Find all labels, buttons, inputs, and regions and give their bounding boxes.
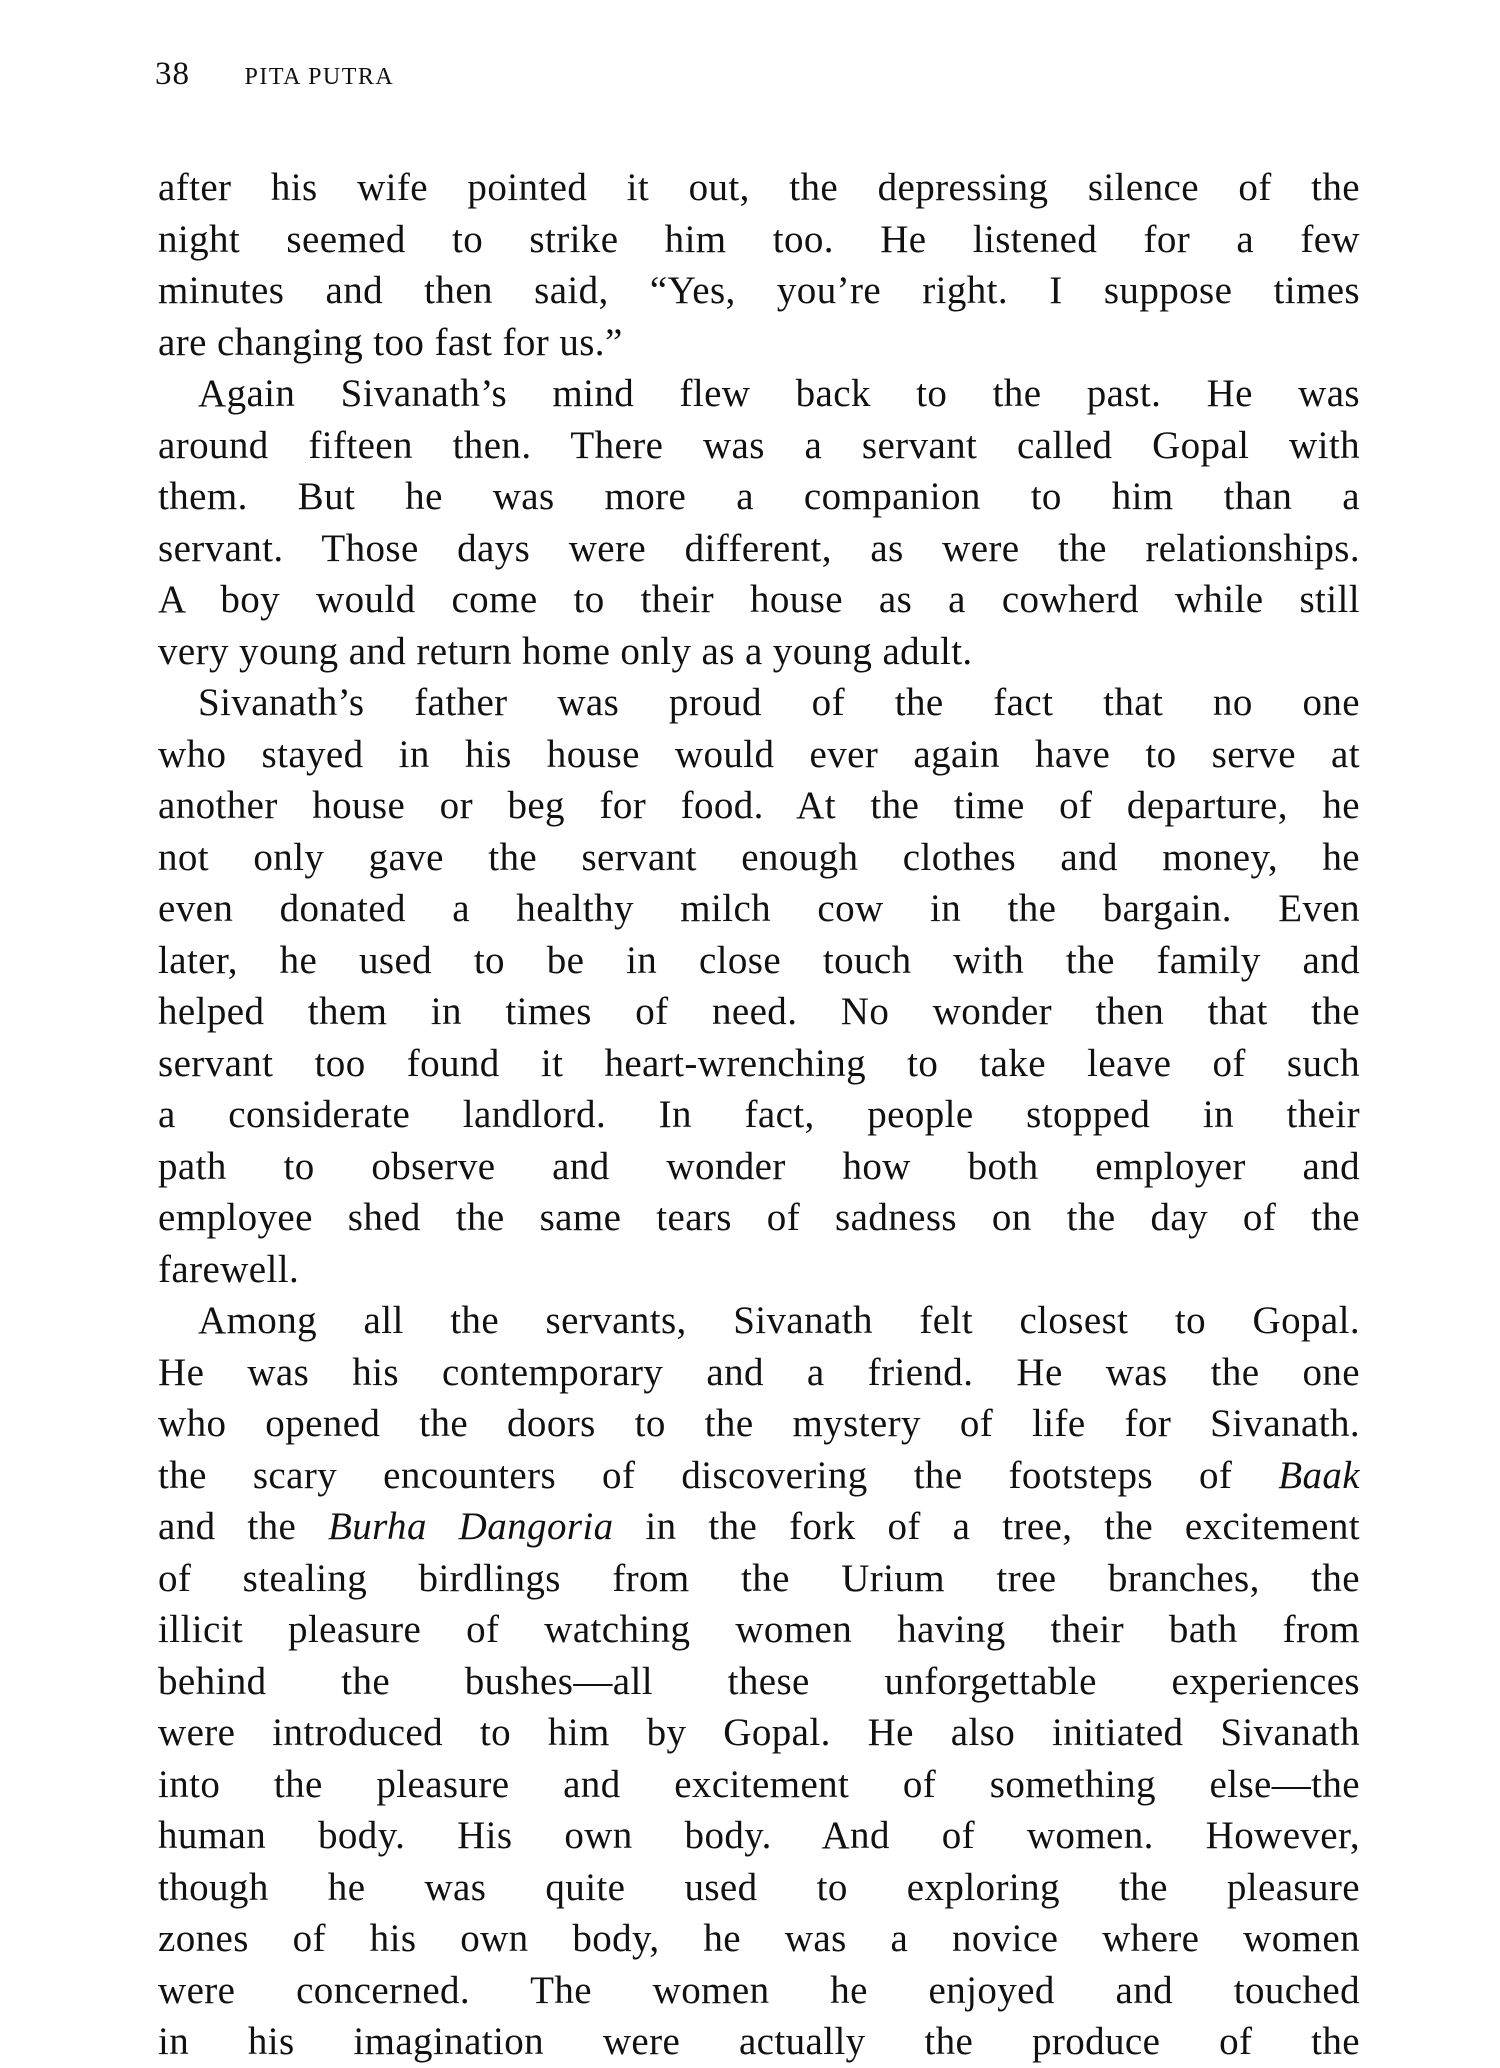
text-line <box>158 1501 1360 1553</box>
text-line <box>158 1965 1360 2017</box>
text-segment: zones of his own body, he was a novice where women <box>158 1917 1360 1960</box>
text-line <box>158 1141 1360 1193</box>
text-line <box>158 677 1360 729</box>
text-segment: minutes and then said, “Yes, you’re right. I suppose times <box>158 269 1360 312</box>
text-line <box>158 883 1360 935</box>
italic-text: Burha Dangoria <box>328 1505 614 1548</box>
text-line <box>158 317 1360 369</box>
text-line <box>158 1244 1360 1296</box>
text-segment: Sivanath’s father was proud of the fact that no one <box>198 681 1360 724</box>
text-segment: a considerate landlord. In fact, people stopped in their <box>158 1093 1360 1136</box>
text-line <box>158 986 1360 1038</box>
text-segment: Among all the servants, Sivanath felt closest to Gopal. <box>198 1299 1360 1342</box>
text-segment: in his imagination were actually the produce of the <box>158 2020 1360 2063</box>
text-line <box>158 832 1360 884</box>
text-line <box>158 626 1360 678</box>
text-line <box>158 368 1360 420</box>
text-segment: Again Sivanath’s mind flew back to the past. He was <box>198 372 1360 415</box>
text-line <box>158 265 1360 317</box>
text-segment: even donated a healthy milch cow in the bargain. Even <box>158 887 1360 930</box>
text-segment: path to observe and wonder how both employer and <box>158 1144 1360 1188</box>
text-line <box>158 1398 1360 1450</box>
text-line <box>158 1810 1360 1862</box>
text-segment: into the pleasure and excitement of something else—the <box>158 1762 1360 1806</box>
text-segment: in the fork of a tree, the excitement <box>613 1505 1361 1548</box>
text-segment: who stayed in his house would ever again have to serve at <box>158 732 1360 776</box>
text-line <box>158 780 1360 832</box>
text-line <box>158 1604 1360 1656</box>
text-line <box>158 1656 1360 1708</box>
running-title: PITA PUTRA <box>244 64 395 90</box>
running-header <box>155 56 394 93</box>
page-body-text <box>158 162 1360 2068</box>
text-line <box>158 1089 1360 1141</box>
italic-text: Baak <box>1278 1453 1360 1497</box>
text-line <box>158 471 1360 523</box>
text-segment: human body. His own body. And of women. However, <box>158 1814 1360 1857</box>
text-segment: later, he used to be in close touch with the family and <box>158 938 1360 982</box>
text-line <box>158 1450 1360 1502</box>
text-segment: servant too found it heart-wrenching to take leave of such <box>158 1041 1360 1085</box>
text-segment: them. But he was more a companion to him than a <box>158 475 1360 518</box>
text-segment: were concerned. The women he enjoyed and touched <box>158 1968 1360 2012</box>
text-line <box>158 162 1360 214</box>
text-line <box>158 1707 1360 1759</box>
text-line <box>158 1038 1360 1090</box>
text-segment: A boy would come to their house as a cowherd while still <box>158 578 1360 621</box>
text-segment: He was his contemporary and a friend. He was the one <box>158 1350 1360 1394</box>
text-line <box>158 729 1360 781</box>
text-line <box>158 1862 1360 1914</box>
text-segment: servant. Those days were different, as were the relationships. <box>158 526 1360 570</box>
text-segment: were introduced to him by Gopal. He also initiated Sivanath <box>158 1711 1360 1754</box>
text-segment: not only gave the servant enough clothes and money, he <box>158 835 1360 879</box>
text-line <box>158 1347 1360 1399</box>
text-segment: another house or beg for food. At the time of departure, he <box>158 784 1360 827</box>
text-line <box>158 1295 1360 1347</box>
text-segment: though he was quite used to exploring the pleasure <box>158 1865 1360 1909</box>
text-segment: very young and return home only as a young adult. <box>158 629 973 673</box>
text-line <box>158 2016 1360 2068</box>
text-segment: behind the bushes—all these unforgettable experiences <box>158 1659 1360 1703</box>
text-line <box>158 574 1360 626</box>
text-line <box>158 420 1360 472</box>
text-segment: illicit pleasure of watching women having their bath from <box>158 1608 1360 1651</box>
text-segment: helped them in times of need. No wonder then that the <box>158 990 1360 1033</box>
text-segment: around fifteen then. There was a servant called Gopal with <box>158 423 1360 467</box>
text-line <box>158 214 1360 266</box>
text-line <box>158 935 1360 987</box>
text-segment: the scary encounters of discovering the footsteps of <box>158 1453 1279 1497</box>
text-segment: and the <box>158 1505 329 1548</box>
text-line <box>158 1192 1360 1244</box>
text-line <box>158 1759 1360 1811</box>
text-line <box>158 1913 1360 1965</box>
text-line <box>158 1553 1360 1605</box>
text-segment: after his wife pointed it out, the depressing silence of the <box>158 166 1360 209</box>
text-segment: employee shed the same tears of sadness on the day of the <box>158 1196 1360 1239</box>
text-segment: who opened the doors to the mystery of life for Sivanath. <box>158 1402 1360 1445</box>
text-segment: of stealing birdlings from the Urium tree branches, the <box>158 1556 1360 1600</box>
text-segment: night seemed to strike him too. He listened for a few <box>158 217 1360 261</box>
text-line <box>158 523 1360 575</box>
text-segment: farewell. <box>158 1247 300 1291</box>
text-segment: are changing too fast for us.” <box>158 320 623 364</box>
page-number: 38 <box>155 56 190 92</box>
